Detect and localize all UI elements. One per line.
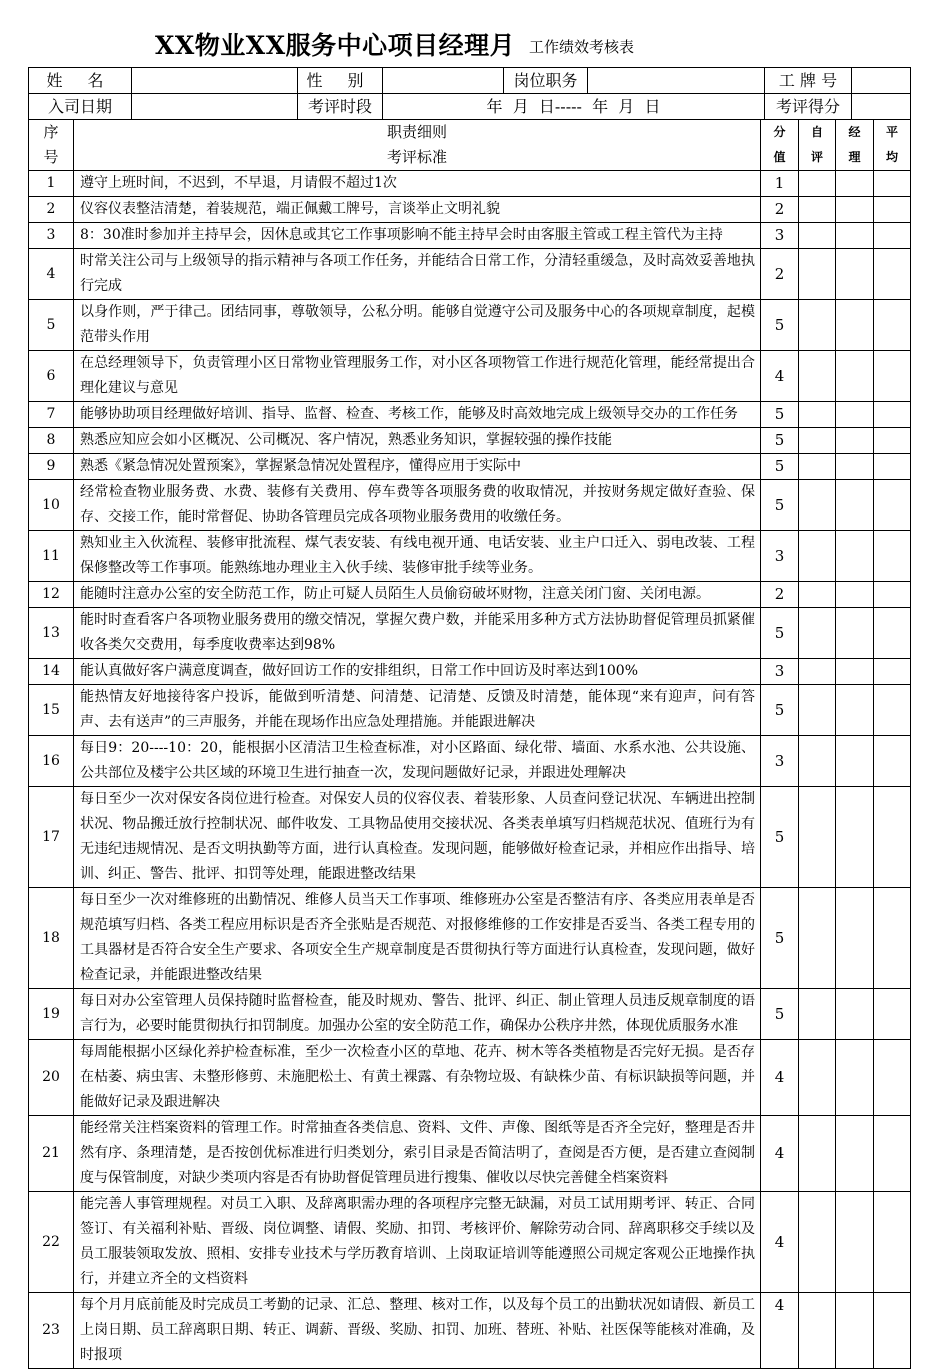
row-criteria: 熟悉《紧急情况处置预案》，掌握紧急情况处置程序，懂得应用于实际中 — [74, 454, 761, 480]
table-row — [29, 428, 911, 454]
table-row — [29, 454, 911, 480]
table-row — [29, 888, 911, 989]
col-value-2: 值 — [773, 150, 786, 164]
col-duty — [74, 120, 761, 171]
row-self-score[interactable] — [799, 685, 836, 736]
column-header-row — [29, 120, 911, 171]
table-row — [29, 736, 911, 787]
row-number: 18 — [29, 888, 74, 989]
row-score-value: 3 — [761, 531, 799, 582]
period-field[interactable]: 年 月 日----- 年 月 日 — [383, 94, 765, 120]
table-row — [29, 171, 911, 197]
row-self-score[interactable] — [799, 480, 836, 531]
name-label: 姓 名 — [29, 68, 132, 94]
join-date-label: 入司日期 — [29, 94, 132, 120]
table-row — [29, 1293, 911, 1369]
col-value-1: 分 — [773, 125, 786, 139]
row-criteria: 每日至少一次对维修班的出勤情况、维修人员当天工作事项、维修班办公室是否整洁有序、各类应用表单是否规范填写归档、各类工程应用标识是否齐全张贴是否规范、对报修维修的工作安排是否妥当、各类工程专用的工具器材是否符合安全生产要求、各项安全生产规章制度是否贯彻执行等方面进行认真检查，发现问题，做好检查记录，并能跟进整改结果 — [74, 888, 761, 989]
table-row — [29, 1116, 911, 1192]
row-manager-score[interactable] — [836, 171, 874, 197]
row-score-value: 1 — [761, 171, 799, 197]
row-criteria: 仪容仪表整洁清楚，着装规范，端正佩戴工牌号，言谈举止文明礼貌 — [74, 197, 761, 223]
row-number: 20 — [29, 1040, 74, 1116]
row-criteria: 每个月月底前能及时完成员工考勤的记录、汇总、整理、核对工作，以及每个员工的出勤状况如请假、新员工上岗日期、员工辞离职日期、转正、调薪、晋级、奖励、扣罚、加班、替班、补贴、社医保等能核对准确，及时报项 — [74, 1293, 761, 1369]
col-manager — [836, 120, 874, 171]
row-manager-score[interactable] — [836, 787, 874, 888]
row-score-value: 5 — [761, 685, 799, 736]
col-seq-1: 序 — [43, 123, 59, 141]
row-self-score[interactable] — [799, 888, 836, 989]
row-score-value: 5 — [761, 608, 799, 659]
row-average-score[interactable] — [874, 685, 911, 736]
table-row — [29, 249, 911, 300]
badge-field[interactable] — [852, 68, 911, 94]
row-manager-score[interactable] — [836, 659, 874, 685]
row-average-score[interactable] — [874, 659, 911, 685]
row-self-score[interactable] — [799, 1116, 836, 1192]
row-self-score[interactable] — [799, 1293, 836, 1369]
table-row — [29, 197, 911, 223]
row-manager-score[interactable] — [836, 428, 874, 454]
row-self-score[interactable] — [799, 787, 836, 888]
row-criteria: 经常检查物业服务费、水费、装修有关费用、停车费等各项服务费的收取情况，并按财务规定做好查验、保存、交接工作，能时常督促、协助各管理员完成各项物业服务费用的收缴任务。 — [74, 480, 761, 531]
row-average-score[interactable] — [874, 171, 911, 197]
row-score-value: 5 — [761, 787, 799, 888]
table-row — [29, 300, 911, 351]
row-average-score[interactable] — [874, 1293, 911, 1369]
table-row — [29, 989, 911, 1040]
row-self-score[interactable] — [799, 249, 836, 300]
row-number: 13 — [29, 608, 74, 659]
title-main: XX物业XX服务中心项目经理月 — [155, 31, 516, 60]
row-average-score[interactable] — [874, 531, 911, 582]
row-number: 22 — [29, 1192, 74, 1293]
row-average-score[interactable] — [874, 608, 911, 659]
row-criteria: 熟知业主入伙流程、装修审批流程、煤气表安装、有线电视开通、电话安装、业主户口迁入、弱电改装、工程保修整改等工作事项。能熟练地办理业主入伙手续、装修审批手续等业务。 — [74, 531, 761, 582]
row-self-score[interactable] — [799, 1040, 836, 1116]
row-score-value: 5 — [761, 454, 799, 480]
row-manager-score[interactable] — [836, 300, 874, 351]
row-score-value: 5 — [761, 428, 799, 454]
row-self-score[interactable] — [799, 402, 836, 428]
row-self-score[interactable] — [799, 1192, 836, 1293]
header-table — [28, 67, 911, 120]
col-average-2: 均 — [885, 150, 898, 164]
row-criteria: 能经常关注档案资料的管理工作。时常抽查各类信息、资料、文件、声像、图纸等是否齐全完好，整理是否井然有序、条理清楚，是否按创优标准进行归类划分，索引目录是否简洁明了，查阅是否方便，是否建立查阅制度与保管制度，对缺少类项内容是否有协助督促管理员进行搜集、催收以尽快完善健全档案资料 — [74, 1116, 761, 1192]
row-criteria: 时常关注公司与上级领导的指示精神与各项工作任务，并能结合日常工作，分清轻重缓急，及时高效妥善地执行完成 — [74, 249, 761, 300]
row-manager-score[interactable] — [836, 1116, 874, 1192]
row-self-score[interactable] — [799, 989, 836, 1040]
header-row-1 — [29, 68, 911, 94]
row-manager-score[interactable] — [836, 1293, 874, 1369]
row-number: 9 — [29, 454, 74, 480]
row-average-score[interactable] — [874, 989, 911, 1040]
row-score-value: 5 — [761, 480, 799, 531]
row-manager-score[interactable] — [836, 454, 874, 480]
row-number: 16 — [29, 736, 74, 787]
row-manager-score[interactable] — [836, 1192, 874, 1293]
row-manager-score[interactable] — [836, 989, 874, 1040]
row-score-value: 2 — [761, 582, 799, 608]
row-self-score[interactable] — [799, 608, 836, 659]
row-score-value: 4 — [761, 1040, 799, 1116]
row-self-score[interactable] — [799, 223, 836, 249]
header-row-2 — [29, 94, 911, 120]
row-criteria: 每日9：20----10：20，能根据小区清洁卫生检查标准，对小区路面、绿化带、墙面、水系水池、公共设施、公共部位及楼宇公共区域的环境卫生进行抽查一次，发现问题做好记录，并跟进处理解决 — [74, 736, 761, 787]
row-number: 3 — [29, 223, 74, 249]
badge-label: 工 牌 号 — [765, 68, 852, 94]
table-row — [29, 223, 911, 249]
col-self — [799, 120, 836, 171]
join-date-field[interactable] — [132, 94, 298, 120]
row-number: 6 — [29, 351, 74, 402]
row-criteria: 每日至少一次对保安各岗位进行检查。对保安人员的仪容仪表、着装形象、人员查问登记状况、车辆进出控制状况、物品搬迁放行控制状况、邮件收发、工具物品使用交接状况、各类表单填写归档规范状况、值班行为有无违纪违规情况、是否文明执勤等方面，进行认真检查。发现问题，能够做好检查记录，并相应作出指导、培训、纠正、警告、批评、扣罚等处理，能跟进整改结果 — [74, 787, 761, 888]
table-row — [29, 608, 911, 659]
row-number: 10 — [29, 480, 74, 531]
col-seq — [29, 120, 74, 171]
row-manager-score[interactable] — [836, 1040, 874, 1116]
col-average — [874, 120, 911, 171]
table-row — [29, 659, 911, 685]
table-row — [29, 1192, 911, 1293]
row-manager-score[interactable] — [836, 888, 874, 989]
row-criteria: 每日对办公室管理人员保持随时监督检查，能及时规劝、警告、批评、纠正、制止管理人员违反规章制度的语言行为，必要时能贯彻执行扣罚制度。加强办公室的安全防范工作，确保办公秩序井然，体现优质服务水准 — [74, 989, 761, 1040]
row-self-score[interactable] — [799, 659, 836, 685]
row-criteria: 能时时查看客户各项物业服务费用的缴交情况，掌握欠费户数，并能采用多种方式方法协助督促管理员抓紧催收各类欠交费用，每季度收费率达到98% — [74, 608, 761, 659]
score-label: 考评得分 — [765, 94, 852, 120]
row-average-score[interactable] — [874, 351, 911, 402]
score-field[interactable] — [852, 94, 911, 120]
row-average-score[interactable] — [874, 402, 911, 428]
row-manager-score[interactable] — [836, 480, 874, 531]
col-value — [761, 120, 799, 171]
row-average-score[interactable] — [874, 300, 911, 351]
row-manager-score[interactable] — [836, 608, 874, 659]
row-criteria: 遵守上班时间，不迟到，不早退，月请假不超过1次 — [74, 171, 761, 197]
row-score-value: 5 — [761, 888, 799, 989]
row-score-value: 4 — [761, 1293, 799, 1369]
row-average-score[interactable] — [874, 223, 911, 249]
row-criteria: 能够协助项目经理做好培训、指导、监督、检查、考核工作，能够及时高效地完成上级领导交办的工作任务 — [74, 402, 761, 428]
table-row — [29, 787, 911, 888]
assessment-table — [28, 119, 911, 1369]
row-number: 5 — [29, 300, 74, 351]
row-self-score[interactable] — [799, 171, 836, 197]
row-number: 15 — [29, 685, 74, 736]
row-self-score[interactable] — [799, 300, 836, 351]
position-label: 岗位职务 — [504, 68, 588, 94]
row-score-value: 3 — [761, 736, 799, 787]
row-number: 11 — [29, 531, 74, 582]
row-criteria: 8：30准时参加并主持早会，因休息或其它工作事项影响不能主持早会时由客服主管或工程主管代为主持 — [74, 223, 761, 249]
name-field[interactable] — [132, 68, 298, 94]
row-manager-score[interactable] — [836, 402, 874, 428]
row-manager-score[interactable] — [836, 685, 874, 736]
row-number: 21 — [29, 1116, 74, 1192]
row-self-score[interactable] — [799, 197, 836, 223]
table-row — [29, 1040, 911, 1116]
row-average-score[interactable] — [874, 787, 911, 888]
row-criteria: 能完善人事管理规程。对员工入职、及辞离职需办理的各项程序完整无缺漏，对员工试用期考评、转正、合同签订、有关福利补贴、晋级、岗位调整、请假、奖励、扣罚、考核评价、解除劳动合同、辞离职移交手续以及员工服装领取发放、照相、安排专业技术与学历教育培训、上岗取证培训等能遵照公司规定客观公正地操作执行，并建立齐全的文档资料 — [74, 1192, 761, 1293]
table-row — [29, 531, 911, 582]
row-score-value: 4 — [761, 1116, 799, 1192]
row-score-value: 4 — [761, 1192, 799, 1293]
row-self-score[interactable] — [799, 351, 836, 402]
row-score-value: 5 — [761, 989, 799, 1040]
row-criteria: 熟悉应知应会如小区概况、公司概况、客户情况，熟悉业务知识，掌握较强的操作技能 — [74, 428, 761, 454]
row-number: 23 — [29, 1293, 74, 1369]
row-score-value: 2 — [761, 249, 799, 300]
row-average-score[interactable] — [874, 454, 911, 480]
row-manager-score[interactable] — [836, 197, 874, 223]
table-row — [29, 351, 911, 402]
assessment-rows — [29, 171, 911, 1369]
row-self-score[interactable] — [799, 428, 836, 454]
row-score-value: 5 — [761, 402, 799, 428]
row-score-value: 3 — [761, 659, 799, 685]
row-criteria: 能随时注意办公室的安全防范工作，防止可疑人员陌生人员偷窃破坏财物，注意关闭门窗、关闭电源。 — [74, 582, 761, 608]
row-number: 2 — [29, 197, 74, 223]
row-average-score[interactable] — [874, 888, 911, 989]
row-criteria: 每周能根据小区绿化养护检查标准，至少一次检查小区的草地、花卉、树木等各类植物是否完好无损。是否存在枯萎、病虫害、未整形修剪、未施肥松土、有黄土裸露、有杂物垃圾、有缺株少苗、有标识缺损等问题，并能做好记录及跟进解决 — [74, 1040, 761, 1116]
col-self-1: 自 — [810, 125, 823, 139]
row-number: 7 — [29, 402, 74, 428]
row-average-score[interactable] — [874, 197, 911, 223]
col-manager-1: 经 — [848, 125, 861, 139]
row-criteria: 能认真做好客户满意度调查，做好回访工作的安排组织，日常工作中回访及时率达到100% — [74, 659, 761, 685]
row-number: 14 — [29, 659, 74, 685]
row-number: 4 — [29, 249, 74, 300]
row-score-value: 2 — [761, 197, 799, 223]
row-score-value: 4 — [761, 351, 799, 402]
row-average-score[interactable] — [874, 480, 911, 531]
row-score-value: 3 — [761, 223, 799, 249]
row-average-score[interactable] — [874, 582, 911, 608]
row-manager-score[interactable] — [836, 223, 874, 249]
row-average-score[interactable] — [874, 1116, 911, 1192]
row-manager-score[interactable] — [836, 582, 874, 608]
row-manager-score[interactable] — [836, 736, 874, 787]
row-number: 1 — [29, 171, 74, 197]
gender-field[interactable] — [383, 68, 504, 94]
row-number: 17 — [29, 787, 74, 888]
row-average-score[interactable] — [874, 1040, 911, 1116]
row-average-score[interactable] — [874, 428, 911, 454]
col-seq-2: 号 — [43, 148, 59, 166]
row-manager-score[interactable] — [836, 249, 874, 300]
row-criteria: 在总经理领导下，负责管理小区日常物业管理服务工作，对小区各项物管工作进行规范化管理，能经常提出合理化建议与意见 — [74, 351, 761, 402]
row-number: 19 — [29, 989, 74, 1040]
row-number: 8 — [29, 428, 74, 454]
row-average-score[interactable] — [874, 1192, 911, 1293]
row-average-score[interactable] — [874, 736, 911, 787]
row-self-score[interactable] — [799, 736, 836, 787]
table-row — [29, 685, 911, 736]
col-self-2: 评 — [810, 150, 823, 164]
position-field[interactable] — [588, 68, 765, 94]
row-average-score[interactable] — [874, 249, 911, 300]
row-criteria: 能热情友好地接待客户投诉，能做到听清楚、问清楚、记清楚、反馈及时清楚，能体现“来有迎声，问有答声、去有送声”的三声服务，并能在现场作出应急处理措施。并能跟进解决 — [74, 685, 761, 736]
row-manager-score[interactable] — [836, 531, 874, 582]
col-duty-2: 考评标准 — [386, 148, 447, 166]
gender-label: 性 别 — [298, 68, 383, 94]
col-average-1: 平 — [885, 125, 898, 139]
title-sub: 工作绩效考核表 — [529, 38, 635, 56]
col-duty-1: 职责细则 — [386, 123, 447, 141]
col-manager-2: 理 — [848, 150, 861, 164]
row-score-value: 5 — [761, 300, 799, 351]
row-self-score[interactable] — [799, 531, 836, 582]
row-self-score[interactable] — [799, 454, 836, 480]
row-self-score[interactable] — [799, 582, 836, 608]
row-manager-score[interactable] — [836, 351, 874, 402]
table-row — [29, 480, 911, 531]
row-number: 12 — [29, 582, 74, 608]
table-row — [29, 402, 911, 428]
table-row — [29, 582, 911, 608]
period-label: 考评时段 — [298, 94, 383, 120]
row-criteria: 以身作则，严于律己。团结同事，尊敬领导，公私分明。能够自觉遵守公司及服务中心的各项规章制度，起模范带头作用 — [74, 300, 761, 351]
